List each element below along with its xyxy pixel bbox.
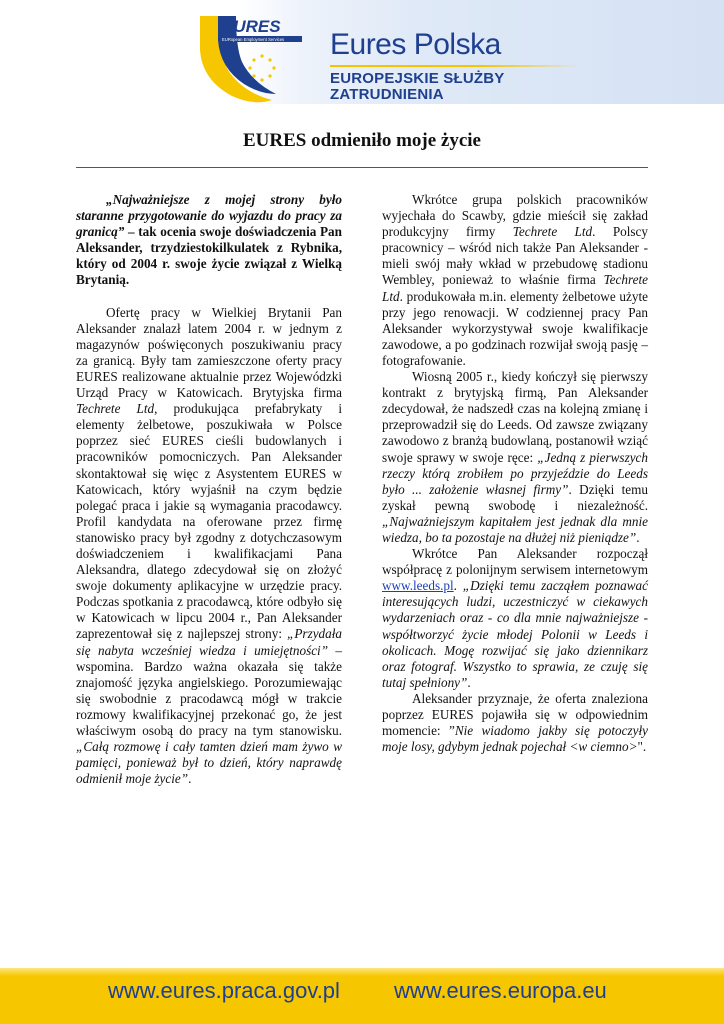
leeds-link[interactable]: www.leeds.pl xyxy=(382,578,454,594)
eures-logo-icon xyxy=(192,10,310,104)
text-run: . xyxy=(188,771,192,787)
text-run: . xyxy=(467,674,471,690)
text-run: – wspomina. Bardzo ważna okazała się także znajomość języka angielskiego. Porozumiewając się swobodnie z pracodawcą mógł w trakcie rozmowy kwalifikacyjnej przekonać go, że jest właściwym osobą do pracy na tym stanowisku. xyxy=(76,642,342,738)
body-paragraph xyxy=(76,305,342,788)
header-banner xyxy=(0,0,724,104)
quote: „Przydała się nabyta wcześniej wiedza i umiejętności” xyxy=(76,626,342,658)
brand-subtitle-line1: EUROPEJSKIE SŁUŻBY xyxy=(330,70,505,87)
text-run: Aleksander przyznaje, że oferta znaleziona poprzez EURES pojawiła się w odpowiednim momencie: ” xyxy=(382,690,648,739)
body-paragraph xyxy=(382,546,648,691)
company-name: Techrete Ltd xyxy=(76,401,155,417)
lead-quote: „Najważniejsze z mojej strony było staranne przygotowanie do wyjazdu do pracy za granicą” xyxy=(76,192,342,240)
text-run: , produkująca prefabrykaty i elementy żelbetowe, poszukiwała w Polsce poprzez sieć EURES cieśli budowlanych i pracowników pomocniczych. Pan Aleksander skontaktował się więc z Asystentem EURES w Katowicach, który wyjaśnił na czym będzie polegać praca i jakie są wymagania pracodawcy. Profil kandydata na oferowane przez firmę stanowisko pracy był zgodny z dotychczasowym doświadczeniem i kwalifikacjami Pana Aleksandra, dlatego zdecydował się on złożyć swoje dokumenty aplikacyjne w urzędzie pracy. Podczas spotkania z pracodawcą, które odbyło się w Katowicach w lipcu 2004 r., Pan Aleksander zaprezentował się z najlepszej strony: xyxy=(76,401,342,642)
text-run: . Dzięki temu zyskał pewną swobodę i niezależność. xyxy=(382,481,648,513)
body-paragraph xyxy=(382,369,648,546)
text-run: Wiosną 2005 r., kiedy kończył się pierwszy kontrakt z brytyjską firmą, Pan Aleksander zdecydował, że nadszedł czas na kolejną zmianę i przeprowadził się do Leeds. Od zawsze związany zawodowo z branżą budowlaną, postanowił wziąć swoje sprawy w swoje ręce: xyxy=(382,369,648,465)
lead-paragraph xyxy=(76,192,342,289)
article-title: EURES odmieniło moje życie xyxy=(242,130,481,151)
quote: Nie wiadomo jakby się potoczyły moje losy, gdybym jednak pojechał <w ciemno> xyxy=(382,723,648,755)
title-divider xyxy=(76,167,648,168)
quote: „Dzięki temu zacząłem poznawać interesujących ludzi, uczestniczyć w ciekawych wydarzeniach oraz - co dla mnie najważniejsze - współtworzyć życie młodej Polonii w Leeds i okolicach. Mogę rozwijać się jako dziennikarz oraz fotograf. Wszystko to sprawia, ze czuję się tutaj spełniony” xyxy=(382,578,649,690)
text-run: Wkrótce Pan Aleksander rozpoczął współpracę z polonijnym serwisem internetowym xyxy=(382,546,648,578)
text-run: Wkrótce grupa polskich pracowników wyjechała do Scawby, gdzie mieścił się zakład produkcyjny firmy xyxy=(382,192,648,240)
logo-subtext: EURopean Employment Services xyxy=(222,37,285,42)
quote: „Całą rozmowę i cały tamten dzień mam żywo w pamięci, ponieważ był to dzień, który naprawdę odmienił moje życie” xyxy=(76,739,342,787)
brand-title: Eures Polska xyxy=(330,28,501,61)
header-divider xyxy=(330,65,580,67)
quote: „Jedną z pierwszych rzeczy którą zrobiłem po przyjeździe do Leeds było ... założenie własnej firmy” xyxy=(382,449,648,497)
company-name: Techrete Ltd xyxy=(382,272,648,304)
brand-subtitle-line2: ZATRUDNIENIA xyxy=(330,86,444,103)
text-run: . xyxy=(453,578,463,594)
text-run: . Polscy pracownicy – wśród nich także Pan Aleksander - mieli swój mały wkład w przebudowę stadionu Wembley, ponieważ to właśnie firma xyxy=(382,224,649,288)
text-run: ". xyxy=(637,739,647,755)
lead-text: – tak ocenia swoje doświadczenia Pan Aleksander, trzydziestokilkulatek z Rybnika, który od 2004 r. swoje życie związał z Wielką Brytanią. xyxy=(76,224,342,288)
right-column xyxy=(382,192,648,755)
footer-url-praca[interactable]: www.eures.praca.gov.pl xyxy=(108,978,340,1003)
body-paragraph xyxy=(382,691,648,755)
footer-url-europa[interactable]: www.eures.europa.eu xyxy=(394,978,607,1003)
text-run: Ofertę pracy w Wielkiej Brytanii Pan Aleksander znalazł latem 2004 r. w jednym z magazynów poświęconych poszukiwaniu pracy za granicą. Były tam zamieszczone oferty pracy EURES realizowane aktualnie przez Wojewódzki Urząd Pracy w Katowicach. Brytyjska firma xyxy=(76,304,342,401)
body-paragraph xyxy=(382,192,648,369)
quote: „Najważniejszym kapitałem jest jednak dla mnie wiedza, bo ta pozostaje na dłużej niż pieniądze” xyxy=(382,513,648,545)
left-column xyxy=(76,192,342,787)
text-run: . produkowała m.in. elementy żelbetowe użyte przy jego renowacji. W codziennej pracy Pan Aleksander wykorzystywał swoje kwalifikacje zawodowe, a po godzinach rozwijał swoją pasję – fotografowanie. xyxy=(382,288,648,368)
text-run: . xyxy=(636,529,640,545)
footer-fade xyxy=(0,968,724,976)
company-name: Techrete Ltd xyxy=(512,224,593,240)
logo-text: EURES xyxy=(222,17,281,36)
